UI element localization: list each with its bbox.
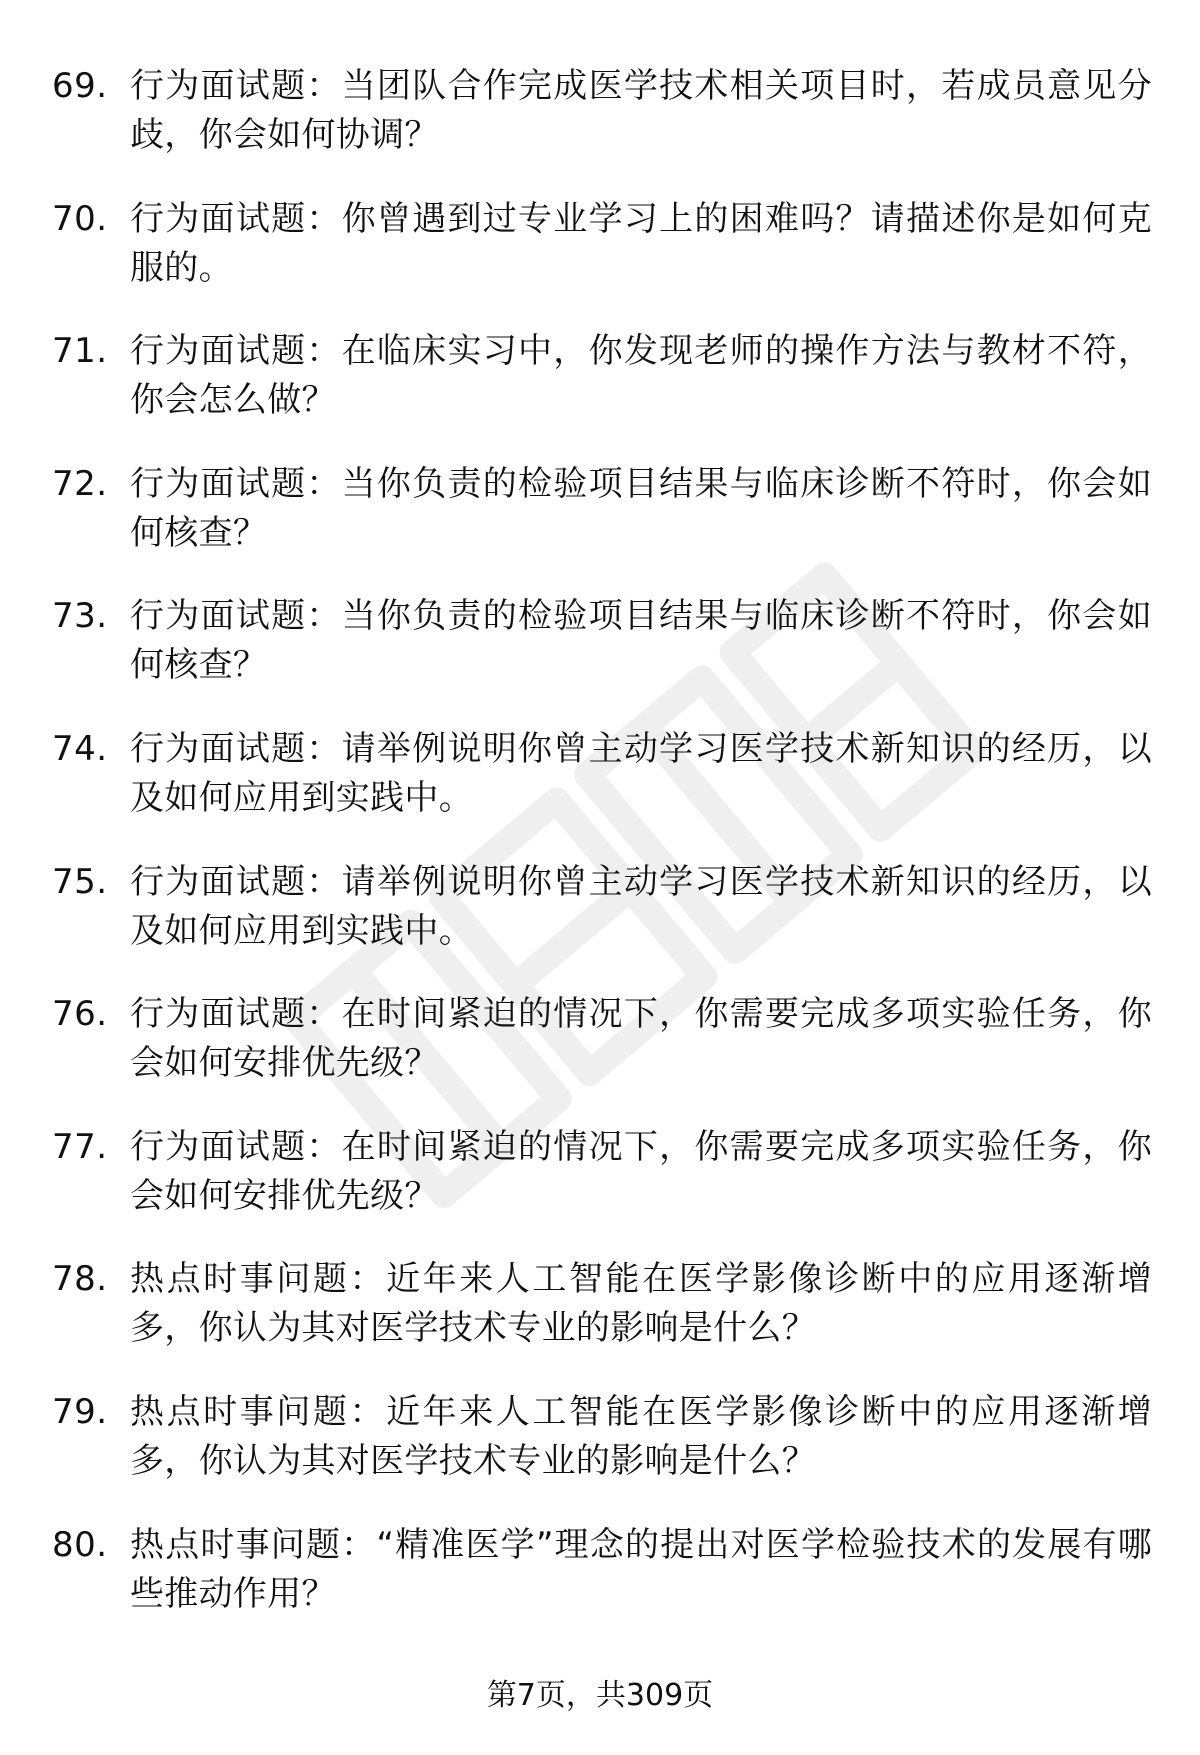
question-number: 77. (52, 1126, 108, 1167)
question-text: 行为面试题：当你负责的检验项目结果与临床诊断不符时，你会如何核查？ (130, 463, 1152, 553)
question-number: 80. (52, 1524, 108, 1565)
question-item (52, 1521, 1152, 1654)
question-number: 71. (52, 331, 108, 372)
question-item (52, 990, 1152, 1123)
question-item (52, 1255, 1152, 1388)
question-number: 70. (52, 198, 108, 239)
question-number: 79. (52, 1391, 108, 1432)
question-text: 行为面试题：当团队合作完成医学技术相关项目时，若成员意见分歧，你会如何协调？ (130, 66, 1152, 155)
question-text: 行为面试题：请举例说明你曾主动学习医学技术新知识的经历，以及如何应用到实践中。 (130, 861, 1152, 951)
question-text: 行为面试题：当你负责的检验项目结果与临床诊断不符时，你会如何核查？ (130, 596, 1152, 686)
question-text: 热点时事问题：近年来人工智能在医学影像诊断中的应用逐渐增多，你认为其对医学技术专业的影响是什么？ (130, 1391, 1152, 1481)
question-number: 78. (52, 1259, 108, 1300)
question-list (52, 62, 1152, 1653)
question-number: 75. (52, 861, 108, 902)
question-number: 69. (52, 66, 108, 106)
question-item (52, 1388, 1152, 1521)
question-number: 74. (52, 728, 108, 769)
question-text: 行为面试题：你曾遇到过专业学习上的困难吗？请描述你是如何克服的。 (130, 198, 1152, 288)
question-text: 行为面试题：请举例说明你曾主动学习医学技术新知识的经历，以及如何应用到实践中。 (130, 728, 1152, 818)
question-item (52, 858, 1152, 991)
page-footer (0, 1676, 1200, 1716)
question-number: 72. (52, 463, 108, 504)
question-number: 76. (52, 994, 108, 1035)
question-text: 热点时事问题：近年来人工智能在医学影像诊断中的应用逐渐增多，你认为其对医学技术专业的影响是什么？ (130, 1259, 1152, 1349)
question-item (52, 725, 1152, 858)
question-text: 行为面试题：在临床实习中，你发现老师的操作方法与教材不符，你会怎么做？ (130, 331, 1152, 421)
question-item (52, 592, 1152, 725)
question-item (52, 460, 1152, 593)
question-text: 热点时事问题：“精准医学”理念的提出对医学检验技术的发展有哪些推动作用？ (130, 1524, 1152, 1614)
question-number: 73. (52, 596, 108, 637)
question-item (52, 62, 1152, 195)
question-item (52, 1123, 1152, 1256)
question-item (52, 327, 1152, 460)
question-text: 行为面试题：在时间紧迫的情况下，你需要完成多项实验任务，你会如何安排优先级？ (130, 994, 1152, 1084)
page-indicator: 第7页，共309页 (486, 1678, 714, 1713)
question-item (52, 195, 1152, 328)
question-text: 行为面试题：在时间紧迫的情况下，你需要完成多项实验任务，你会如何安排优先级？ (130, 1126, 1152, 1216)
